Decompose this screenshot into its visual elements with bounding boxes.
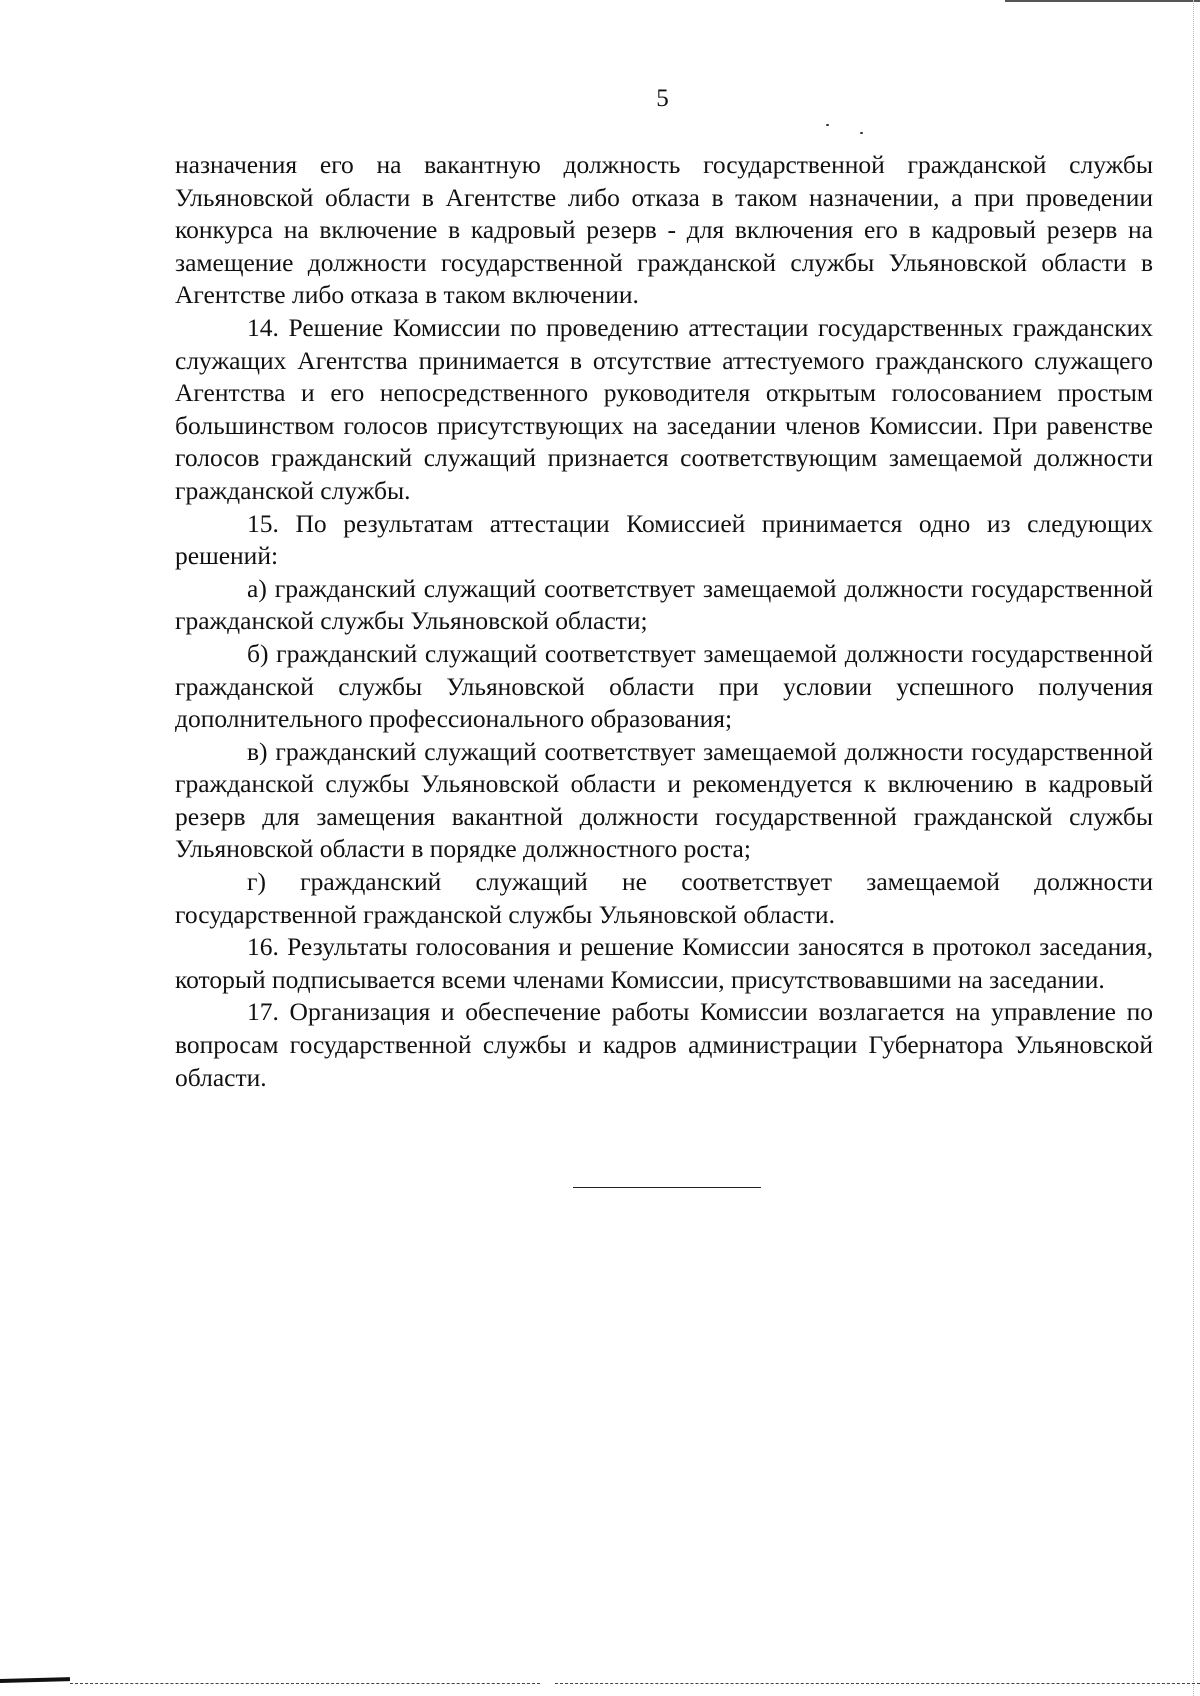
decision-option-a: а) гражданский служащий соответствует замещаемой должности государственной гражданской службы Ульяновской области;: [175, 573, 1153, 636]
decision-option-v: в) гражданский служащий соответствует замещаемой должности государственной гражданской службы Ульяновской области и рекомендуется к включению в кадровый резерв для замещения вакантной должности государственной гражданской службы Ульяновской области в порядке должностного роста;: [175, 736, 1153, 864]
paragraph-17: 17. Организация и обеспечение работы Комиссии возлагается на управление по вопросам государственной службы и кадров администрации Губернатора Ульяновской области.: [175, 997, 1153, 1092]
paragraph-15: 15. По результатам аттестации Комиссией принимается одно из следующих решений:: [175, 508, 1153, 571]
scan-artifact-dots: [826, 124, 866, 136]
decision-option-b: б) гражданский служащий соответствует замещаемой должности государственной гражданской службы Ульяновской области при условии успешного получения дополнительного профессионального образования;: [175, 638, 1153, 734]
end-of-document-rule: [573, 1187, 761, 1188]
paragraph-16: 16. Результаты голосования и решение Комиссии заносятся в протокол заседания, который подписывается всеми членами Комиссии, присутствовавшими на заседании.: [175, 932, 1153, 994]
scan-right-edge: [1193, 0, 1194, 1696]
decision-option-g: г) гражданский служащий не соответствует замещаемой должности государственной гражданской службы Ульяновской области.: [175, 867, 1153, 929]
paragraph-14: 14. Решение Комиссии по проведению аттестации государственных гражданских служащих Агентства принимается в отсутствие аттестуемого гражданского служащего Агентства и его непосредственного руководителя открытым голосованием простым большинством голосов присутствующих на заседании членов Комиссии. При равенстве голосов гражданский служащий признается соответствующим замещаемой должности гражданской службы.: [175, 312, 1153, 505]
scan-bottom-edge: [0, 1679, 1200, 1689]
document-body: [175, 149, 1153, 1094]
paragraph-continuation: назначения его на вакантную должность государственной гражданской службы Ульяновской области в Агентстве либо отказа в таком назначении, а при проведении конкурса на включение в кадровый резерв - для включения его в кадровый резерв на замещение должности государственной гражданской службы Ульяновской области в Агентстве либо отказа в таком включении.: [175, 150, 1153, 310]
page-number: 5: [656, 85, 669, 112]
scan-top-edge: [1005, 0, 1200, 2]
